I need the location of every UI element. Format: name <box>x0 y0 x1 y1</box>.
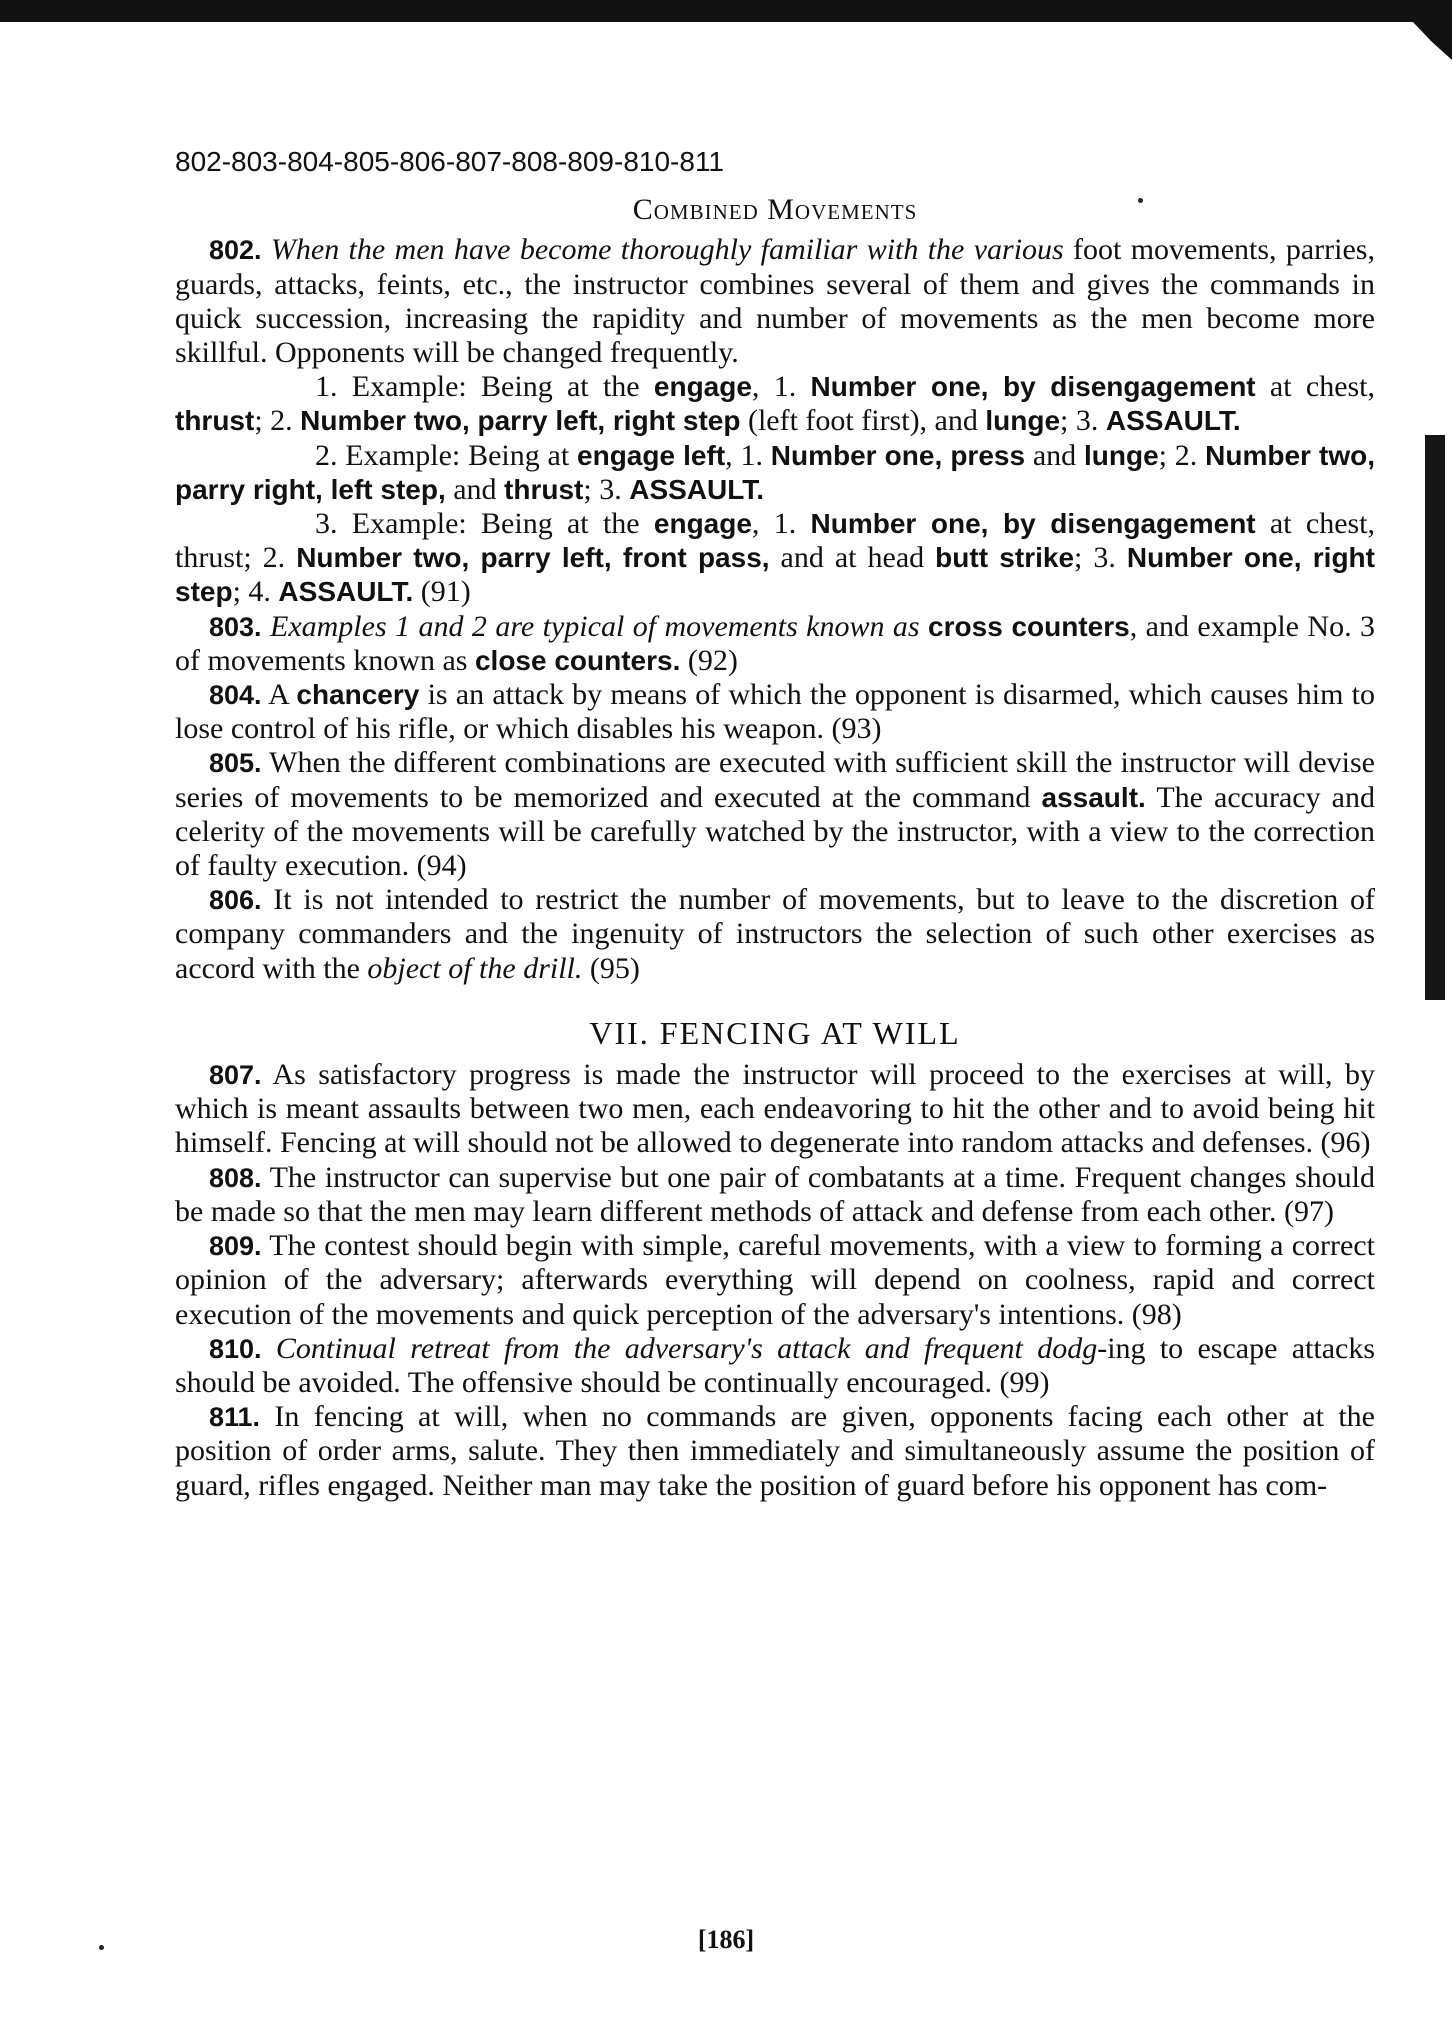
body-text: It is not intended to restrict the number of movements, but to leave to the discretion of company commanders and the ingenuity of instructors the selection of such other exercises as accord with the <box>175 883 1375 985</box>
paragraph-number: 809. <box>209 1231 262 1262</box>
body-text: is an attack by means of which the opponent is disarmed, which causes him to lose control of his rifle, or which disables his weapon. (93) <box>175 678 1376 746</box>
body-text: 3. Example: Being at the <box>315 507 654 541</box>
paragraph-number: 808. <box>209 1162 262 1193</box>
paragraph-number: 805. <box>209 748 262 779</box>
body-text: (95) <box>582 951 640 985</box>
body-text: In fencing at will, when no commands are given, opponents facing each other at the position of order arms, salute. They then immediately and simultaneously assume the position of guard, rifles engaged. Neither man may take the position of guard before his opponent has com- <box>175 1400 1375 1502</box>
command-text: close counters. <box>474 644 681 676</box>
body-text: and <box>445 472 505 506</box>
paragraph-810 <box>175 1332 1375 1400</box>
italic-text: When the men have become thoroughly familiar with the various <box>270 233 1064 267</box>
body-text: 2. Example: Being at <box>315 438 578 472</box>
scan-top-border <box>0 0 1452 22</box>
command-text: thrust <box>175 405 255 437</box>
command-text: engage <box>653 508 752 540</box>
paragraph-number: 806. <box>209 885 262 916</box>
body-text: (left foot first), and <box>740 404 986 438</box>
paragraph-808 <box>175 1161 1375 1229</box>
command-text: ASSAULT. <box>278 576 414 608</box>
body-text: and <box>1025 438 1084 472</box>
command-text: cross counters <box>928 610 1130 642</box>
example-3 <box>175 507 1375 610</box>
running-header: 802-803-804-805-806-807-808-809-810-811 <box>175 146 725 177</box>
section-heading: VII. FENCING AT WILL <box>589 1014 961 1051</box>
scan-right-edge-mark <box>1425 435 1445 1000</box>
body-text: , 1. <box>751 507 811 541</box>
body-text: , 1. <box>725 438 771 472</box>
paragraph-number: 811. <box>209 1402 261 1433</box>
command-text: chancery <box>296 679 420 711</box>
body-text: at chest, thrust; 2. <box>175 507 1376 575</box>
paragraph-806 <box>175 883 1375 986</box>
body-text: When the different combinations are executed with sufficient skill the instructor will devise series of movements to be memorized and executed at the command <box>175 746 1375 814</box>
body-text: ; 3. <box>1074 541 1127 575</box>
italic-text: Continual retreat from the adversary's attack and frequent dodg- <box>275 1331 1108 1365</box>
body-text: ; 2. <box>254 404 301 438</box>
paragraph-811 <box>175 1400 1375 1503</box>
paragraph-number: 802. <box>209 235 262 266</box>
body-text: (91) <box>413 575 471 609</box>
command-text: lunge <box>985 405 1061 437</box>
body-text: at chest, <box>1255 370 1376 404</box>
command-text: thrust <box>504 473 584 505</box>
command-text: Number one, by disengagement <box>810 371 1256 403</box>
paragraph-803 <box>175 610 1375 678</box>
page-number: [186] <box>697 1925 755 1954</box>
command-text: engage left <box>577 439 726 471</box>
command-text: Number two, parry left, right step <box>300 405 741 437</box>
body-text: foot movements, parries, guards, attacks, feints, etc., the instructor combines several of them and gives the commands in quick succession, increasing the rapidity and number of movements as the men become more skillful. Opponents will be changed frequently. <box>175 233 1375 370</box>
scan-corner-mark <box>1402 0 1452 60</box>
command-text: ASSAULT. <box>629 473 765 505</box>
body-text: and at head <box>769 541 936 575</box>
italic-text: object of the drill. <box>367 951 583 985</box>
body-text: (92) <box>680 643 738 677</box>
paragraph-number: 804. <box>209 680 262 711</box>
body-text: ; 2. <box>1158 438 1206 472</box>
italic-text: Examples 1 and 2 are typical of movements known as <box>270 609 920 643</box>
body-text: The contest should begin with simple, careful movements, with a view to forming a correct opinion of the adversary; afterwards everything will depend on coolness, rapid and correct execution of the movements and quick perception of the adversary's intentions. (98) <box>175 1229 1375 1331</box>
body-text: 1. Example: Being at the <box>315 370 654 404</box>
body-text: , and example No. 3 of movements known as <box>175 609 1376 677</box>
body-text: As satisfactory progress is made the instructor will proceed to the exercises at will, by which is meant assaults between two men, each endeavoring to hit the other and to avoid being hit himself. Fencing at will should not be allowed to degenerate into random attacks and defenses. (96) <box>175 1058 1375 1160</box>
command-text: assault. <box>1041 781 1146 813</box>
paragraph-809 <box>175 1229 1375 1332</box>
command-text: Number one, right step <box>175 542 1375 608</box>
paragraph-807 <box>175 1058 1375 1161</box>
body-text: The accuracy and celerity of the movements will be carefully watched by the instructor, with a view to the correction of faulty execution. (94) <box>175 780 1375 883</box>
body-text: The instructor can supervise but one pair of combatants at a time. Frequent changes should be made so that the men may learn different methods of attack and defense from each other. (97) <box>175 1160 1375 1228</box>
command-text: ASSAULT. <box>1105 405 1241 437</box>
paragraph-number: 807. <box>209 1060 262 1091</box>
paragraph-804 <box>175 678 1375 746</box>
example-2 <box>175 439 1375 507</box>
command-text: Number two, parry right, left step, <box>175 439 1375 505</box>
section-title: Combined Movements <box>632 193 918 227</box>
paragraph-number: 803. <box>209 611 262 642</box>
paragraph-805 <box>175 746 1375 883</box>
command-text: Number one, press <box>770 439 1026 471</box>
body-text: ing to escape attacks should be avoided. The offensive should be continually encouraged. (99) <box>175 1331 1375 1399</box>
paragraph-802 <box>175 233 1375 370</box>
paragraph-number: 810. <box>209 1333 262 1364</box>
body-text: , 1. <box>751 370 811 404</box>
example-1 <box>175 370 1375 438</box>
command-text: engage <box>653 371 752 403</box>
command-text: butt strike <box>935 542 1075 574</box>
command-text: Number one, by disengagement <box>810 508 1256 540</box>
body-text: ; 4. <box>232 575 279 609</box>
body-text: A <box>261 678 297 712</box>
command-text: Number two, parry left, front pass, <box>296 542 770 574</box>
command-text: lunge <box>1083 439 1159 471</box>
body-text: ; 3. <box>1060 404 1106 438</box>
page-body <box>175 145 1375 1503</box>
body-text: ; 3. <box>583 472 630 506</box>
